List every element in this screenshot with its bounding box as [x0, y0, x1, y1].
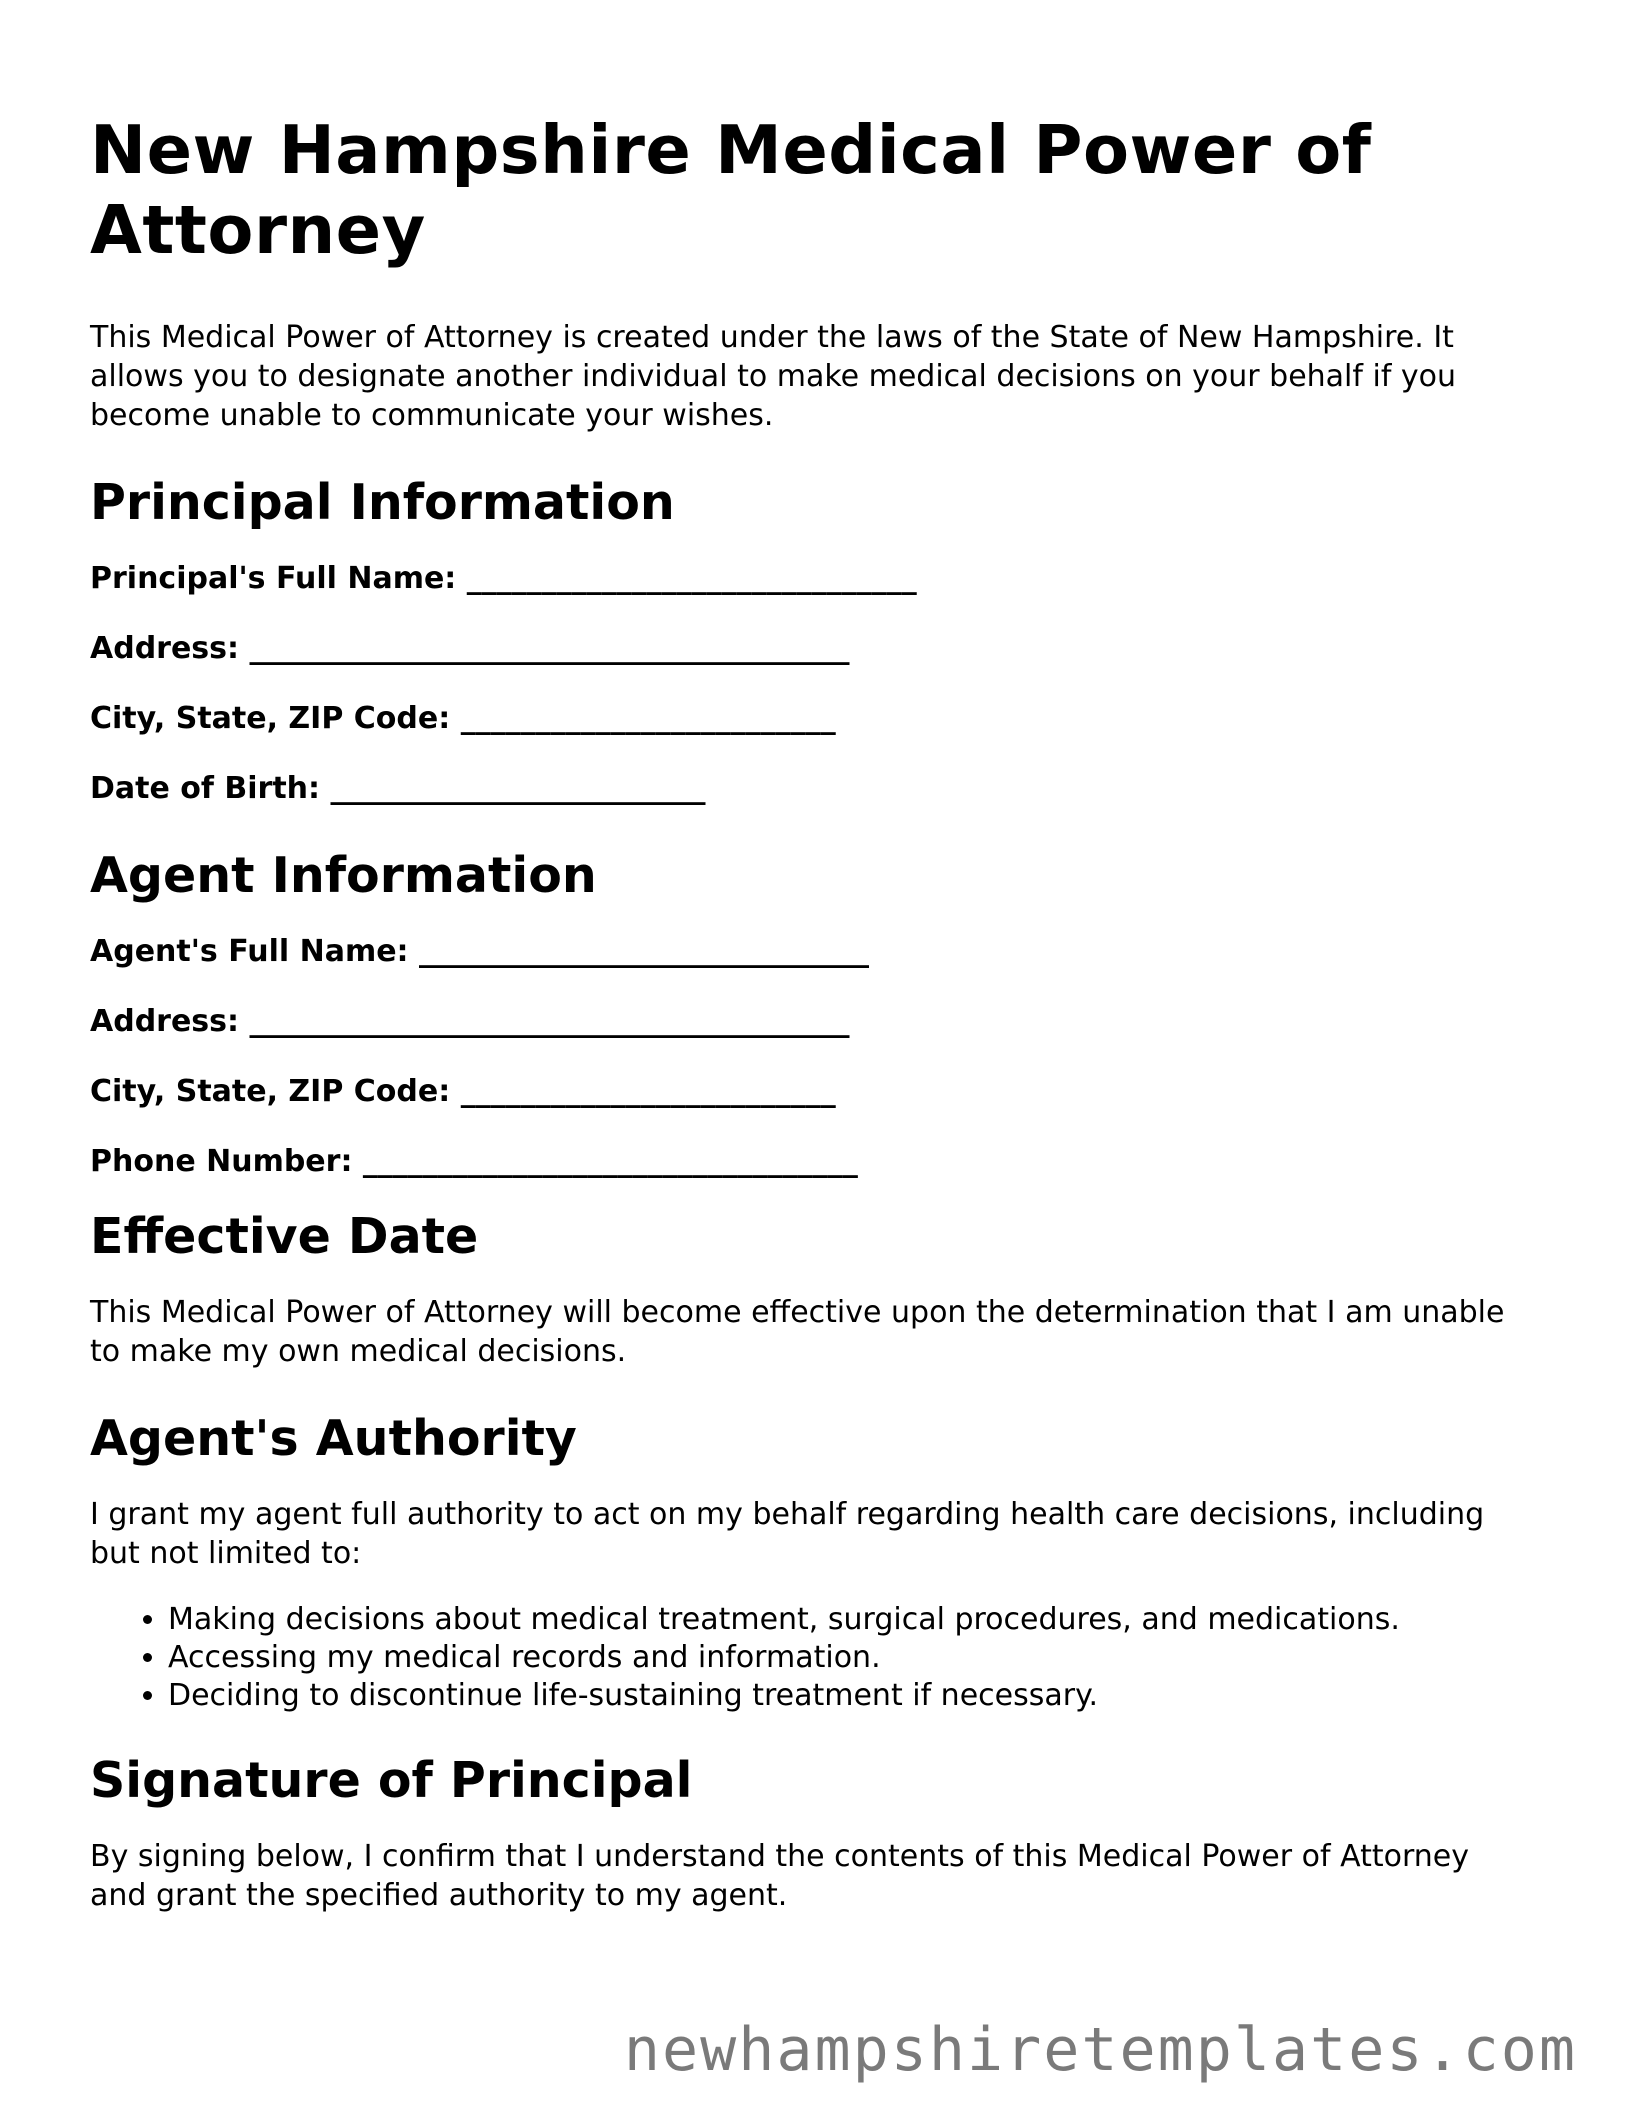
effective-date-section: [90, 1207, 1530, 1371]
effective-date-heading: Effective Date: [90, 1208, 479, 1265]
agent-city-field[interactable]: [90, 1072, 1530, 1111]
agent-city-blank[interactable]: _________________________: [460, 1074, 836, 1109]
agent-name-field[interactable]: [90, 932, 1530, 971]
authority-section: [90, 1409, 1530, 1715]
list-item: • Making decisions about medical treatment, surgical procedures, and medications.: [168, 1601, 1530, 1639]
principal-address-blank[interactable]: ________________________________________: [249, 631, 850, 666]
principal-name-blank[interactable]: ______________________________: [466, 561, 917, 596]
agent-name-blank[interactable]: ______________________________: [419, 934, 869, 969]
principal-heading: Principal Information: [90, 474, 675, 531]
document-title: New Hampshire Medical Power of Attorney: [90, 111, 1372, 269]
signature-section: [90, 1751, 1530, 1915]
agent-phone-field[interactable]: [90, 1142, 1530, 1181]
principal-section: [90, 473, 1530, 808]
principal-name-label: Principal's Full Name:: [90, 561, 457, 596]
intro-paragraph: This Medical Power of Attorney is created under the laws of the State of New Hampshire. It allows you to designate another individual to make medical decisions on your behalf if you become unable to communicate your wishes.: [90, 320, 1457, 433]
principal-name-field[interactable]: [90, 559, 1530, 598]
watermark: newhampshiretemplates.com: [623, 2015, 1577, 2085]
agent-section: [90, 846, 1530, 1181]
agent-name-label: Agent's Full Name:: [90, 934, 409, 969]
principal-city-blank[interactable]: _________________________: [460, 701, 836, 736]
principal-address-field[interactable]: [90, 629, 1530, 668]
agent-phone-label: Phone Number:: [90, 1144, 353, 1179]
agent-address-field[interactable]: [90, 1002, 1530, 1041]
agent-address-blank[interactable]: ________________________________________: [249, 1004, 850, 1039]
signature-heading: Signature of Principal: [90, 1752, 693, 1809]
list-item: • Deciding to discontinue life-sustaining treatment if necessary.: [168, 1677, 1530, 1715]
agent-city-label: City, State, ZIP Code:: [90, 1074, 451, 1109]
authority-text: I grant my agent full authority to act on my behalf regarding health care decisions, including but not limited to:: [90, 1497, 1485, 1571]
principal-city-field[interactable]: [90, 699, 1530, 738]
agent-phone-blank[interactable]: _________________________________: [362, 1144, 858, 1179]
list-item: • Accessing my medical records and information.: [168, 1639, 1530, 1677]
principal-city-label: City, State, ZIP Code:: [90, 701, 451, 736]
authority-list: [90, 1601, 1530, 1715]
document-page: [90, 110, 1530, 1953]
effective-date-text: This Medical Power of Attorney will become effective upon the determination that I am unable to make my own medical decisions.: [90, 1295, 1505, 1369]
principal-dob-label: Date of Birth:: [90, 771, 321, 806]
agent-heading: Agent Information: [90, 847, 597, 904]
principal-dob-field[interactable]: [90, 769, 1530, 808]
agent-address-label: Address:: [90, 1004, 240, 1039]
principal-address-label: Address:: [90, 631, 240, 666]
signature-text: By signing below, I confirm that I understand the contents of this Medical Power of Attorney and grant the specified authority to my agent.: [90, 1839, 1469, 1913]
authority-heading: Agent's Authority: [90, 1410, 577, 1467]
principal-dob-blank[interactable]: _________________________: [330, 771, 706, 806]
